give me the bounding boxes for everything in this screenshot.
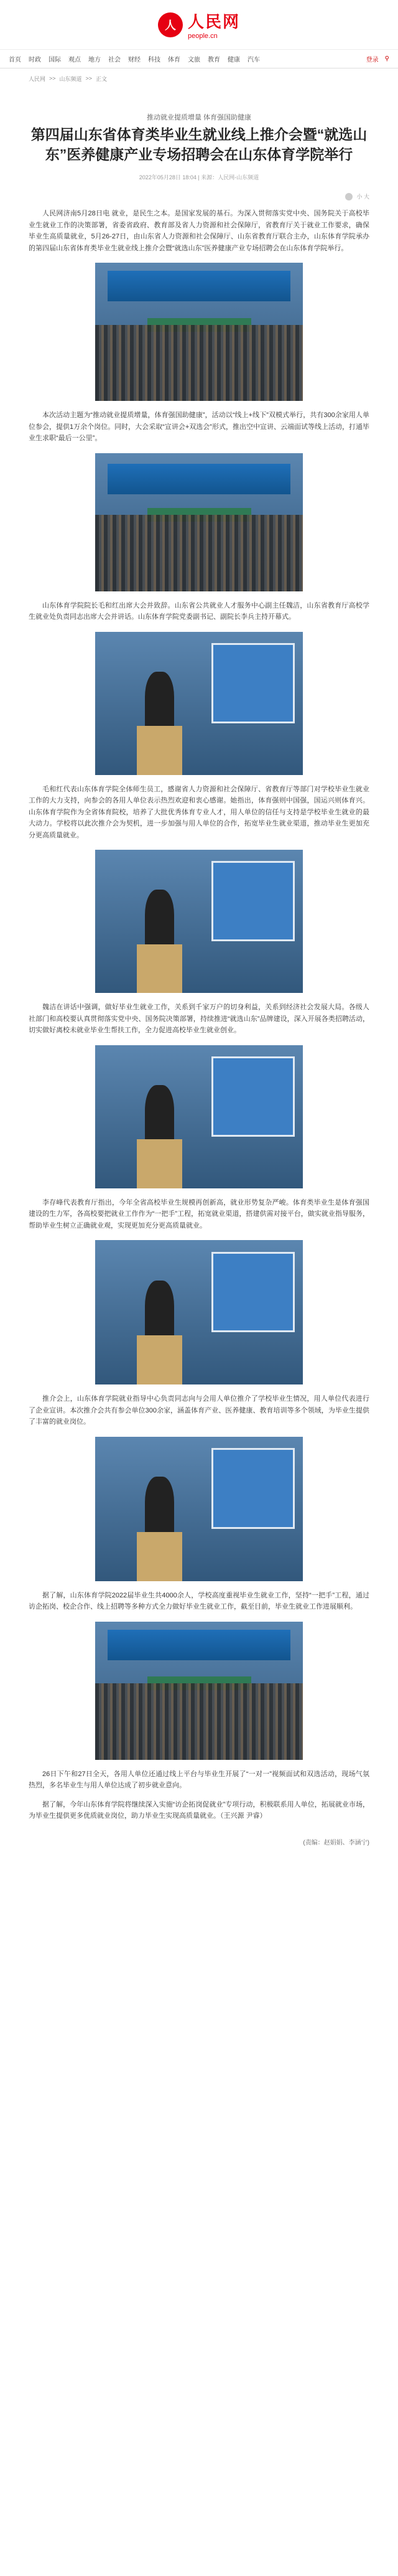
page-footer-space — [29, 1846, 369, 1884]
article-editor: (责编：赵娟娟、李涵宁) — [303, 1839, 369, 1846]
top-nav — [0, 50, 398, 68]
nav-item[interactable]: 国际 — [49, 57, 61, 63]
breadcrumb-item: 正文 — [96, 75, 108, 82]
site-header — [0, 0, 398, 50]
breadcrumb — [0, 68, 398, 88]
nav-item[interactable]: 文旅 — [188, 57, 200, 63]
share-icon[interactable] — [345, 193, 353, 200]
article-paragraph: 山东体育学院院长毛和红出席大会并致辞。山东省公共就业人才服务中心副主任魏洁，山东省教育厅高校学生就业处负责同志出席大会并讲话。山东体育学院党委副书记、副院长李兵主持开幕式。 — [29, 601, 369, 621]
site-logo[interactable] — [188, 9, 240, 40]
nav-item[interactable]: 健康 — [228, 57, 240, 63]
article-meta: 2022年05月28日 18:04 | 来源：人民网-山东频道 — [139, 174, 259, 181]
nav-item[interactable]: 体育 — [168, 57, 180, 63]
article-photo — [95, 1240, 303, 1384]
article-paragraph: 毛和红代表山东体育学院全体师生员工，感谢省人力资源和社会保障厅、省教育厅等部门对学校毕业生就业工作的大力支持，向参会的各用人单位表示热烈欢迎和衷心感谢。她指出，体育强则中国强，国运兴则体育兴。山东体育学院作为全省体育院校，培养了大批优秀体育专业人才，用人单位的信任与支持是学校毕业生就业的最大动力。学校将以此次推介会为契机，进一步加强与用人单位的合作，拓宽毕业生就业渠道，推动毕业生更加充分更高质量就业。 — [29, 785, 369, 839]
nav-item[interactable]: 社会 — [108, 57, 121, 63]
logo-icon[interactable]: 人 — [158, 12, 183, 37]
article-photo — [95, 1045, 303, 1188]
login-link[interactable]: 登录 — [366, 57, 379, 63]
article-paragraph: 魏洁在讲话中强调，做好毕业生就业工作，关系到千家万户的切身利益，关系到经济社会发展大局。各级人社部门和高校要认真贯彻落实党中央、国务院决策部署，持续推进“就选山东”品牌建设，深入开展各类招聘活动，切实做好离校未就业毕业生帮扶工作，全力促进高校毕业生就业创业。 — [29, 1004, 369, 1034]
breadcrumb-separator: >> — [49, 75, 56, 82]
article-photo — [95, 850, 303, 993]
article-title: 第四届山东省体育类毕业生就业线上推介会暨“就选山东”医养健康产业专场招聘会在山东体育学院举行 — [30, 126, 368, 162]
nav-right — [366, 54, 389, 63]
logo-en: people.cn — [187, 32, 218, 40]
article-photo — [95, 632, 303, 775]
article-photo — [95, 1437, 303, 1581]
article-paragraph: 据了解，山东体育学院2022届毕业生共4000余人，学校高度重视毕业生就业工作，坚持“一把手”工程，通过访企拓岗、校企合作、线上招聘等多种方式全力做好毕业生就业工作，截至目前，毕业生就业工作进展顺利。 — [29, 1591, 369, 1610]
share-bar — [29, 192, 369, 200]
article-paragraph: 本次活动主题为“推动就业提质增量，体育强国助健康”，活动以“线上+线下”双模式举行，共有300余家用人单位参会，提供1万余个岗位。同时，大会采取“宣讲会+双选会”形式，推出空中宣讲、云端面试等线上活动，打通毕业生求职“最后一公里”。 — [29, 411, 369, 442]
nav-item[interactable]: 教育 — [208, 57, 220, 63]
article-paragraph: 26日下午和27日全天，各用人单位还通过线上平台与毕业生开展了“一对一”视频面试和双选活动，现场气氛热烈，多名毕业生与用人单位达成了初步就业意向。 — [29, 1770, 369, 1789]
nav-item[interactable]: 科技 — [148, 57, 160, 63]
article-paragraph: 人民网济南5月28日电 就业，是民生之本。是国家发展的基石。为深入贯彻落实党中央、国务院关于高校毕业生就业工作的决策部署，省委省政府、教育部及省人力资源和社会保障厅，省教育厅关于就业工作要求，确保毕业生高质量就业，5月26-27日，由山东省人力资源和社会保障厅、山东省教育厅联合主办，山东体育学院承办的第四届山东省体育类毕业生就业线上推介会暨“就选山东”医养健康产业专场招聘会在山东体育学院举行。 — [29, 210, 369, 252]
nav-item[interactable]: 汽车 — [248, 57, 260, 63]
article-photo — [95, 1622, 303, 1760]
breadcrumb-item[interactable]: 人民网 — [29, 75, 46, 82]
article-photo — [95, 453, 303, 591]
article-pretitle: 推动就业提质增量 体育强国助健康 — [146, 114, 252, 121]
font-size-toggle[interactable]: 小 大 — [356, 194, 369, 200]
nav-item[interactable]: 财经 — [128, 57, 141, 63]
article-photo — [95, 263, 303, 401]
search-icon[interactable]: ⚲ — [384, 55, 389, 62]
logo-cn: 人民网 — [187, 13, 240, 32]
nav-item[interactable]: 首页 — [9, 57, 21, 63]
nav-item[interactable]: 时政 — [29, 57, 41, 63]
article-paragraph: 李存峰代表教育厅指出，今年全省高校毕业生规模再创新高，就业形势复杂严峻。体育类毕业生是体育强国建设的生力军，各高校要把就业工作作为“一把手”工程，拓宽就业渠道，搭建供需对接平台，做实就业指导服务，帮助毕业生树立正确就业观，实现更加充分更高质量就业。 — [29, 1198, 369, 1229]
article-paragraph: 推介会上，山东体育学院就业指导中心负责同志向与会用人单位推介了学校毕业生情况，用人单位代表进行了企业宣讲。本次推介会共有参会单位300余家，涵盖体育产业、医养健康、教育培训等多个领域，为毕业生提供了丰富的就业岗位。 — [29, 1395, 369, 1426]
article-paragraph: 据了解，今年山东体育学院将继续深入实施“访企拓岗促就业”专项行动，积极联系用人单位，拓展就业市场，为毕业生提供更多优质就业岗位，助力毕业生实现高质量就业。（王兴源 尹睿） — [29, 1800, 369, 1820]
breadcrumb-item[interactable]: 山东频道 — [59, 75, 82, 82]
nav-item[interactable]: 观点 — [68, 57, 81, 63]
article-body — [29, 112, 369, 1884]
breadcrumb-separator: >> — [85, 75, 93, 82]
nav-item[interactable]: 地方 — [88, 57, 101, 63]
